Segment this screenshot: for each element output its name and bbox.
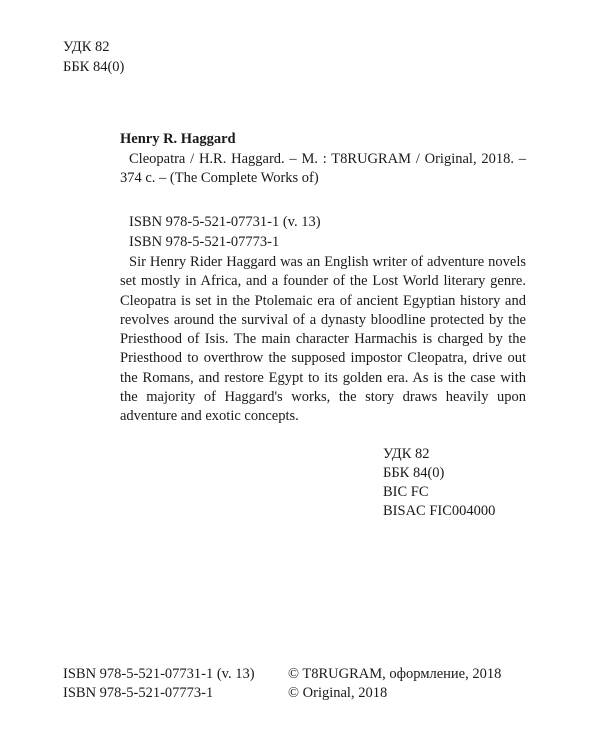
- copyright-original: © Original, 2018: [288, 685, 388, 701]
- footer-isbn-series: ISBN 978-5-521-07773-1: [63, 685, 214, 701]
- footer-row: [63, 684, 535, 703]
- udk-code-right: УДК 82: [383, 446, 430, 462]
- bbk-code: ББК 84(0): [63, 59, 125, 75]
- footer-row: [63, 665, 535, 684]
- copyright-footer: [63, 665, 535, 703]
- copyright-publisher: © T8RUGRAM, оформление, 2018: [288, 666, 502, 682]
- annotation-text: Sir Henry Rider Haggard was an English writer of adventure novels set mostly in Africa, and a founder of the Lost World literary genre. Cleopatra is set in the Ptolemaic era of ancient Egyptian history and revolves around the survival of a dynasty bloodline protected by the Priesthood of Isis. The main character Harmachis is charged by the Priesthood to overthrow the supposed impostor Cleopatra, drive out the Romans, and restore Egypt to its golden era. As is the case with the majority of Haggard's works, the story draws heavily upon adventure and exotic concepts.: [120, 254, 526, 425]
- bic-code: BIC FC: [383, 484, 429, 500]
- annotation: [120, 253, 526, 427]
- bibliographic-record: [120, 130, 526, 188]
- bibliographic-description: Cleopatra / H.R. Haggard. – M. : T8RUGRAM / Original, 2018. – 374 c. – (The Complete Works of): [120, 151, 526, 186]
- bbk-code-right: ББК 84(0): [383, 465, 445, 481]
- udk-code: УДК 82: [63, 39, 110, 55]
- author-name: Henry R. Haggard: [120, 131, 236, 147]
- isbn-volume: ISBN 978-5-521-07731-1 (v. 13): [129, 214, 321, 230]
- isbn-series: ISBN 978-5-521-07773-1: [129, 234, 280, 250]
- bisac-code: BISAC FIC004000: [383, 503, 496, 519]
- footer-isbn-volume: ISBN 978-5-521-07731-1 (v. 13): [63, 666, 255, 682]
